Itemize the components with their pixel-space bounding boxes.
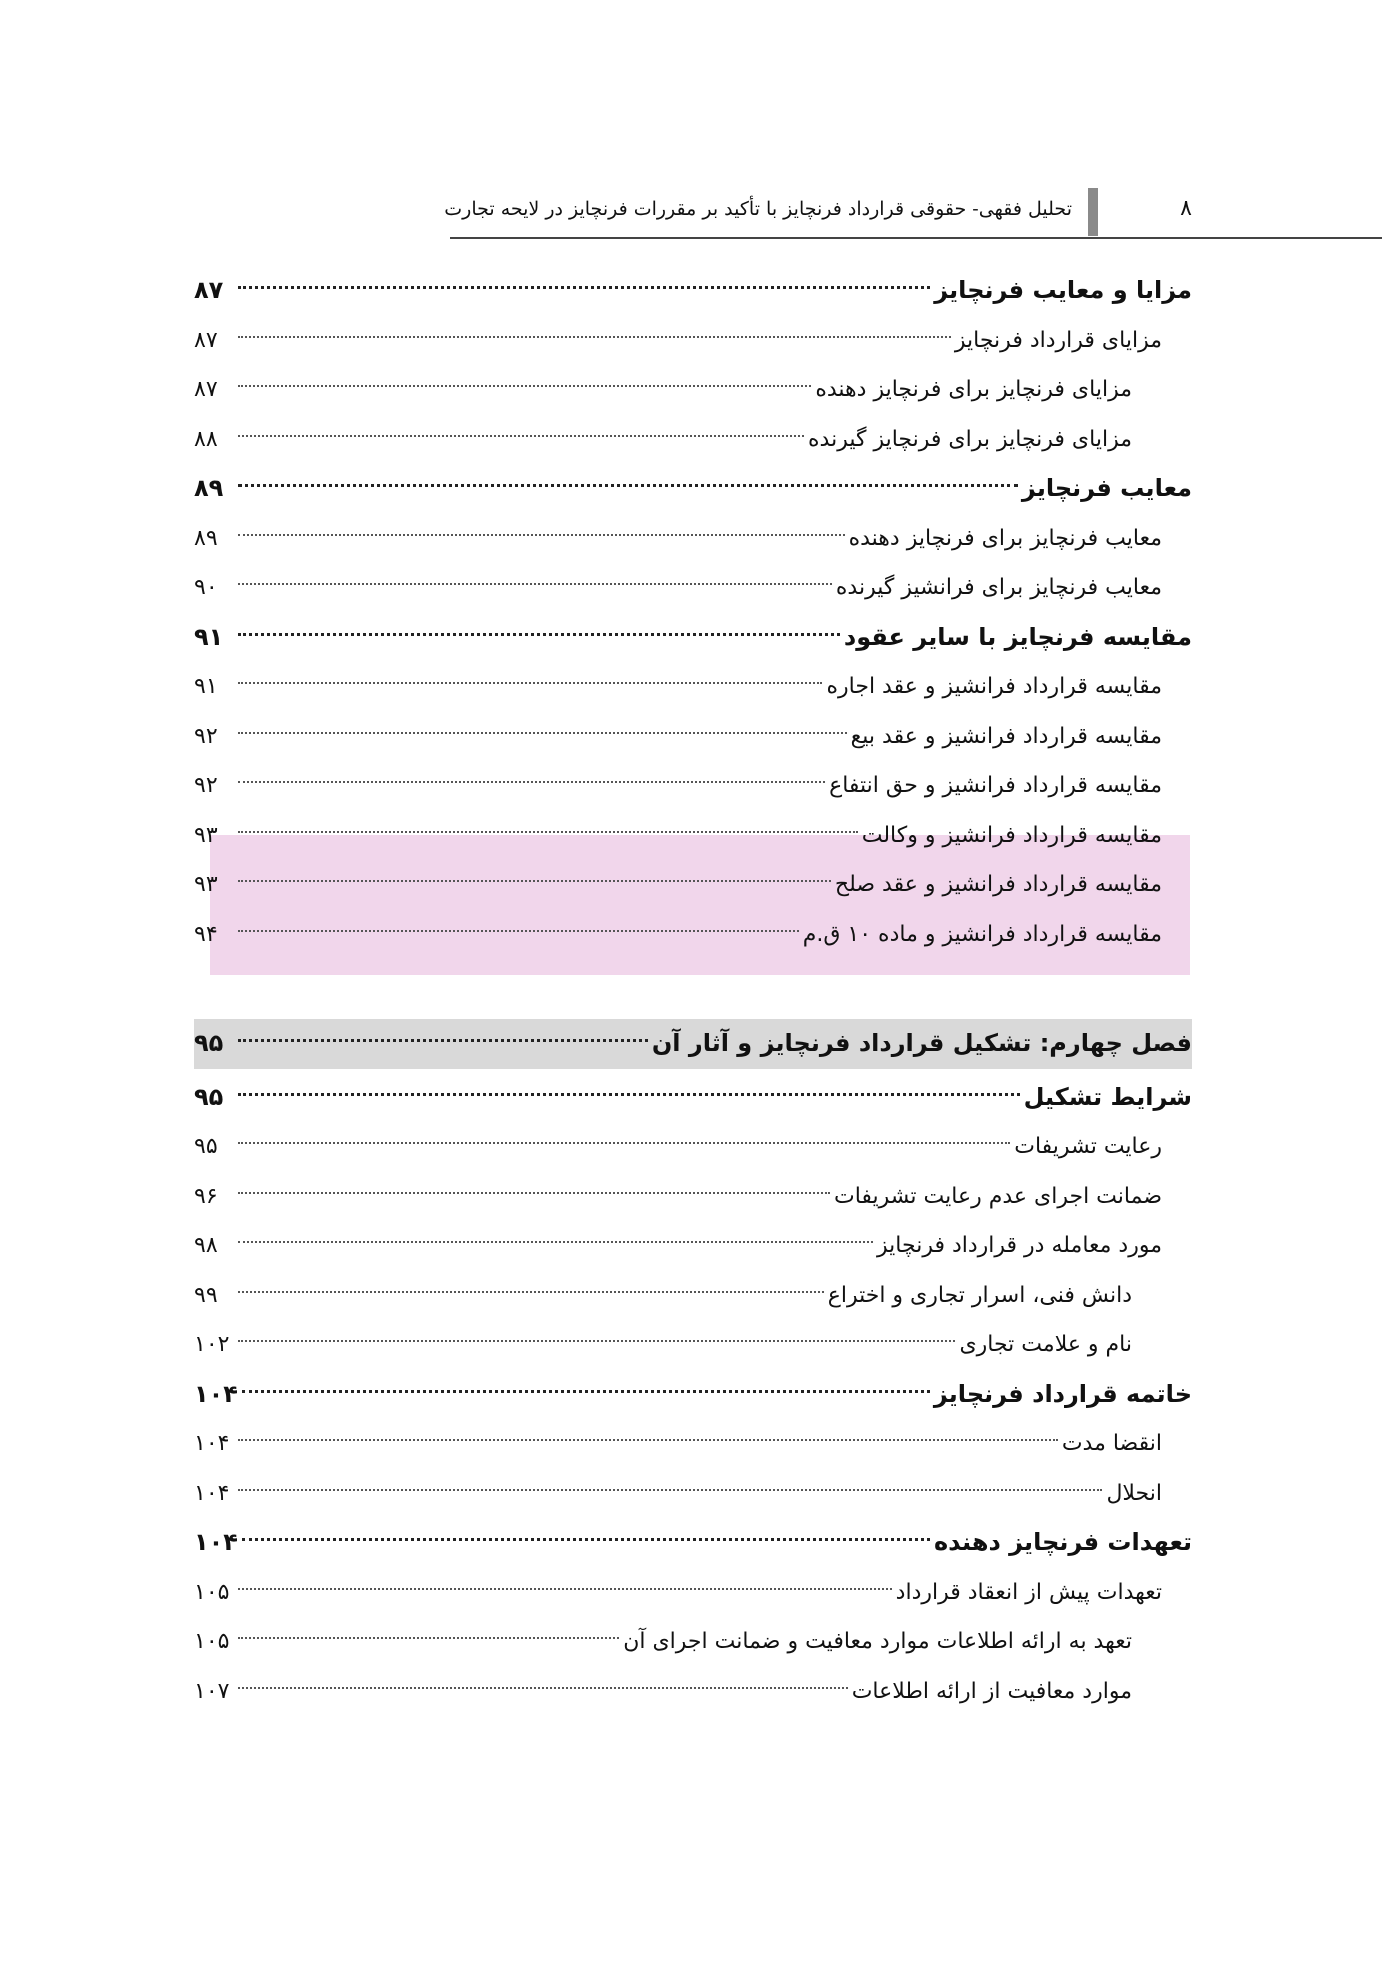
toc-entry-page: ۹۵	[194, 1029, 224, 1057]
toc-entry[interactable]	[194, 563, 1192, 613]
toc-entry-title: رعایت تشریفات	[1014, 1134, 1162, 1159]
toc-entry-page: ۹۵	[194, 1082, 224, 1111]
dot-leader	[238, 682, 822, 684]
running-title: تحلیل فقهی- حقوقی قرارداد فرنچایز با تأکید بر مقررات فرنچایز در لایحه تجارت	[444, 198, 1072, 220]
toc-entry-page: ۹۱	[194, 674, 218, 699]
dot-leader	[238, 1340, 955, 1342]
toc-entry-page: ۹۴	[194, 921, 218, 947]
dot-leader	[238, 534, 845, 536]
toc-entry[interactable]	[194, 860, 1192, 910]
dot-leader	[238, 435, 804, 437]
toc-chapter-heading[interactable]	[194, 1019, 1192, 1069]
dot-leader	[238, 1192, 830, 1194]
toc-entry-title: مزایای قرارداد فرنچایز	[954, 327, 1162, 353]
dot-leader	[238, 880, 831, 882]
toc-spacer	[194, 959, 1192, 989]
page-header	[444, 188, 1382, 238]
toc-entry[interactable]	[194, 1271, 1192, 1321]
toc-entry-title: معایب فرنچایز	[1021, 474, 1192, 502]
toc-entry-page: ۹۲	[194, 773, 218, 798]
toc-entry-page: ۹۸	[194, 1233, 218, 1258]
toc-entry-title: انقضا مدت	[1061, 1431, 1162, 1456]
toc-entry-page: ۹۳	[194, 872, 218, 897]
toc-entry[interactable]	[194, 1172, 1192, 1222]
toc-entry-page: ۹۱	[194, 622, 224, 651]
dot-leader	[238, 1241, 873, 1243]
toc-entry-page: ۹۶	[194, 1183, 218, 1209]
toc-entry-title: معایب فرنچایز برای فرنچایز دهنده	[848, 525, 1162, 551]
dot-leader	[238, 484, 1018, 487]
toc-entry-page: ۸۷	[194, 377, 218, 402]
toc-entry[interactable]	[194, 1419, 1192, 1469]
toc-entry[interactable]	[194, 811, 1192, 861]
dot-leader	[238, 1439, 1058, 1441]
toc-entry-title: تعهدات پیش از انعقاد قرارداد	[895, 1579, 1162, 1605]
toc-entry[interactable]	[194, 514, 1192, 564]
dot-leader	[238, 1039, 648, 1042]
toc-entry-title: شرایط تشکیل	[1023, 1082, 1192, 1111]
toc-entry-page: ۱۰۴	[194, 1431, 230, 1456]
toc-entry-page: ۱۰۴	[194, 1528, 238, 1556]
toc-entry-title: مقایسه قرارداد فرانشیز و حق انتفاع	[829, 773, 1162, 798]
toc-entry-title: مزایای فرنچایز برای فرنچایز دهنده	[815, 377, 1132, 402]
toc-entry[interactable]	[194, 316, 1192, 366]
toc-entry-page: ۸۸	[194, 426, 218, 452]
toc-entry-page: ۹۵	[194, 1134, 218, 1159]
dot-leader	[238, 633, 840, 636]
dot-leader	[242, 1538, 930, 1541]
header-bar	[1088, 188, 1098, 236]
dot-leader	[238, 1291, 824, 1293]
toc-entry-title: تعهدات فرنچایز دهنده	[933, 1528, 1192, 1556]
toc-entry-title: مزایای فرنچایز برای فرنچایز گیرنده	[808, 426, 1132, 452]
dot-leader	[238, 781, 825, 783]
dot-leader	[242, 1390, 930, 1393]
toc-entry-title: مقایسه قرارداد فرانشیز و عقد صلح	[834, 872, 1162, 897]
toc-entry-title: مورد معامله در قرارداد فرنچایز	[877, 1233, 1162, 1258]
toc-entry-page: ۱۰۴	[194, 1379, 238, 1408]
toc-entry-page: ۱۰۷	[194, 1678, 230, 1704]
toc-entry-page: ۸۹	[194, 474, 224, 502]
toc-entry-title: فصل چهارم: تشکیل قرارداد فرنچایز و آثار آن	[651, 1029, 1192, 1057]
toc-entry-page: ۸۷	[194, 276, 224, 304]
dot-leader	[238, 1142, 1010, 1144]
page-number: ۸	[1180, 196, 1192, 221]
dot-leader	[238, 1093, 1020, 1096]
toc-entry[interactable]	[194, 662, 1192, 712]
toc-entry[interactable]	[194, 1667, 1192, 1717]
dot-leader	[238, 336, 951, 338]
toc-entry[interactable]	[194, 910, 1192, 960]
dot-leader	[238, 831, 858, 833]
toc-entry-page: ۱۰۵	[194, 1579, 230, 1605]
toc-entry[interactable]	[194, 1469, 1192, 1519]
toc-entry-title: مقایسه قرارداد فرانشیز و عقد بیع	[850, 723, 1162, 749]
toc-entry-title: خاتمه قرارداد فرنچایز	[933, 1379, 1192, 1408]
toc-entry[interactable]	[194, 1568, 1192, 1618]
toc-entry-title: نام و علامت تجاری	[959, 1332, 1132, 1357]
dot-leader	[238, 930, 799, 932]
table-of-contents	[194, 266, 1192, 1716]
dot-leader	[238, 732, 847, 734]
dot-leader	[238, 583, 832, 585]
toc-entry[interactable]	[194, 1122, 1192, 1172]
toc-entry-title: معایب فرنچایز برای فرانشیز گیرنده	[835, 575, 1162, 600]
toc-entry[interactable]	[194, 365, 1192, 415]
toc-entry-title: مقایسه قرارداد فرانشیز و عقد اجاره	[826, 674, 1162, 699]
toc-entry-title: انحلال	[1106, 1480, 1162, 1506]
toc-entry[interactable]	[194, 1617, 1192, 1667]
toc-entry-page: ۹۰	[194, 575, 218, 600]
toc-entry-title: موارد معافیت از ارائه اطلاعات	[851, 1678, 1132, 1704]
toc-entry[interactable]	[194, 1320, 1192, 1370]
toc-entry[interactable]	[194, 1518, 1192, 1568]
toc-entry-page: ۹۹	[194, 1282, 218, 1308]
toc-entry-page: ۸۷	[194, 327, 218, 353]
toc-entry-title: ضمانت اجرای عدم رعایت تشریفات	[833, 1183, 1162, 1209]
toc-entry[interactable]	[194, 712, 1192, 762]
dot-leader	[238, 1687, 848, 1689]
toc-entry[interactable]	[194, 1073, 1192, 1123]
toc-entry-title: مقایسه قرارداد فرانشیز و ماده ۱۰ ق.م	[802, 921, 1162, 947]
toc-entry-title: تعهد به ارائه اطلاعات موارد معافیت و ضمانت اجرای آن	[623, 1629, 1132, 1654]
toc-entry[interactable]	[194, 464, 1192, 514]
toc-entry-title: مقایسه فرنچایز با سایر عقود	[843, 622, 1192, 651]
toc-entry[interactable]	[194, 1221, 1192, 1271]
toc-entry[interactable]	[194, 613, 1192, 663]
toc-entry-title: مقایسه قرارداد فرانشیز و وکالت	[861, 822, 1162, 848]
toc-entry-page: ۱۰۴	[194, 1480, 230, 1506]
toc-entry-page: ۹۳	[194, 822, 218, 848]
header-rule	[450, 237, 1382, 239]
dot-leader	[238, 385, 811, 387]
toc-entry[interactable]	[194, 415, 1192, 465]
toc-entry-page: ۱۰۲	[194, 1332, 230, 1357]
toc-entry-title: دانش فنی، اسرار تجاری و اختراع	[827, 1282, 1132, 1308]
toc-entry-title: مزایا و معایب فرنچایز	[934, 276, 1192, 304]
dot-leader	[238, 1489, 1102, 1491]
toc-entry[interactable]	[194, 761, 1192, 811]
dot-leader	[238, 1637, 619, 1639]
dot-leader	[238, 286, 930, 289]
toc-entry[interactable]	[194, 266, 1192, 316]
dot-leader	[238, 1588, 892, 1590]
toc-entry-page: ۱۰۵	[194, 1629, 230, 1654]
toc-entry[interactable]	[194, 1370, 1192, 1420]
toc-entry-page: ۸۹	[194, 525, 218, 551]
toc-entry-page: ۹۲	[194, 723, 218, 749]
